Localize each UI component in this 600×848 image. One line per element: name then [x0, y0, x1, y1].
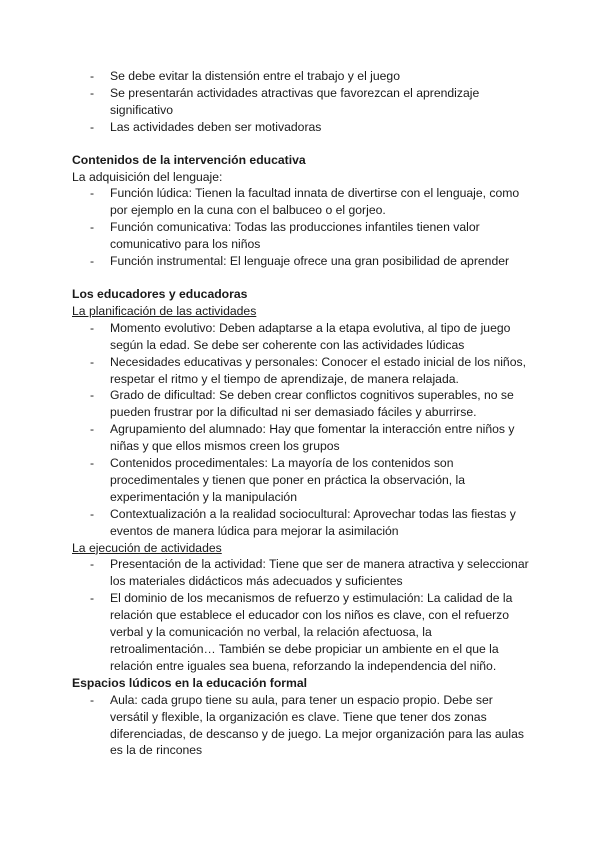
subheading-planificacion: La planificación de las actividades [72, 303, 257, 318]
ejecucion-list [72, 556, 532, 674]
section-heading-espacios: Espacios lúdicos en la educación formal [72, 675, 308, 690]
list-item: - Las actividades deben ser motivadoras [72, 119, 532, 136]
planificacion-list [72, 320, 532, 540]
intro-list [72, 68, 532, 136]
list-item: - Aula: cada grupo tiene su aula, para tener un espacio propio. Debe ser versátil y flexible, la organización es clave. Tiene que tener dos zonas diferenciadas, de descanso y de juego. La mejor organización para las aulas es la de rincones [72, 692, 532, 760]
spacer [72, 270, 532, 286]
document-content [72, 68, 532, 759]
list-item: - Contenidos procedimentales: La mayoría de los contenidos son procedimentales y tienen que poner en práctica la observación, la experimentación y la manipulación [72, 455, 532, 506]
list-item: - Agrupamiento del alumnado: Hay que fomentar la interacción entre niños y niñas y que ellos mismos creen los grupos [72, 421, 532, 455]
list-item: - Función instrumental: El lenguaje ofrece una gran posibilidad de aprender [72, 253, 532, 270]
contenidos-list [72, 185, 532, 270]
section-subtitle-lenguaje: La adquisición del lenguaje: [72, 169, 223, 184]
list-item: - Función lúdica: Tienen la facultad innata de divertirse con el lenguaje, como por ejemplo en la cuna con el balbuceo o el gorjeo. [72, 185, 532, 219]
list-item: - Momento evolutivo: Deben adaptarse a la etapa evolutiva, al tipo de juego según la edad. Se debe ser coherente con las actividades lúdicas [72, 320, 532, 354]
list-item: - Se presentarán actividades atractivas que favorezcan el aprendizaje significativo [72, 85, 532, 119]
list-item: - Contextualización a la realidad sociocultural: Aprovechar todas las fiestas y eventos de manera lúdica para mejorar la asimilación [72, 506, 532, 540]
subheading-ejecucion: La ejecución de actividades [72, 540, 222, 555]
section-heading-contenidos: Contenidos de la intervención educativa [72, 152, 306, 167]
spacer [72, 136, 532, 152]
list-item: - Grado de dificultad: Se deben crear conflictos cognitivos superables, no se pueden frustrar por la dificultad ni ser demasiado fáciles y aburrirse. [72, 387, 532, 421]
list-item: - Presentación de la actividad: Tiene que ser de manera atractiva y seleccionar los materiales didácticos más adecuados y suficientes [72, 556, 532, 590]
espacios-list [72, 692, 532, 760]
list-item: - Necesidades educativas y personales: Conocer el estado inicial de los niños, respetar el ritmo y el tiempo de aprendizaje, de manera relajada. [72, 354, 532, 388]
list-item: - Se debe evitar la distensión entre el trabajo y el juego [72, 68, 532, 85]
list-item: - El dominio de los mecanismos de refuerzo y estimulación: La calidad de la relación que establece el educador con los niños es clave, con el refuerzo verbal y la comunicación no verbal, la relación afectuosa, la retroalimentación… También se debe propiciar un ambiente en el que la relación entre iguales sea buena, reforzando la independencia del niño. [72, 590, 532, 675]
list-item: - Función comunicativa: Todas las producciones infantiles tienen valor comunicativo para los niños [72, 219, 532, 253]
section-heading-educadores: Los educadores y educadoras [72, 286, 248, 301]
